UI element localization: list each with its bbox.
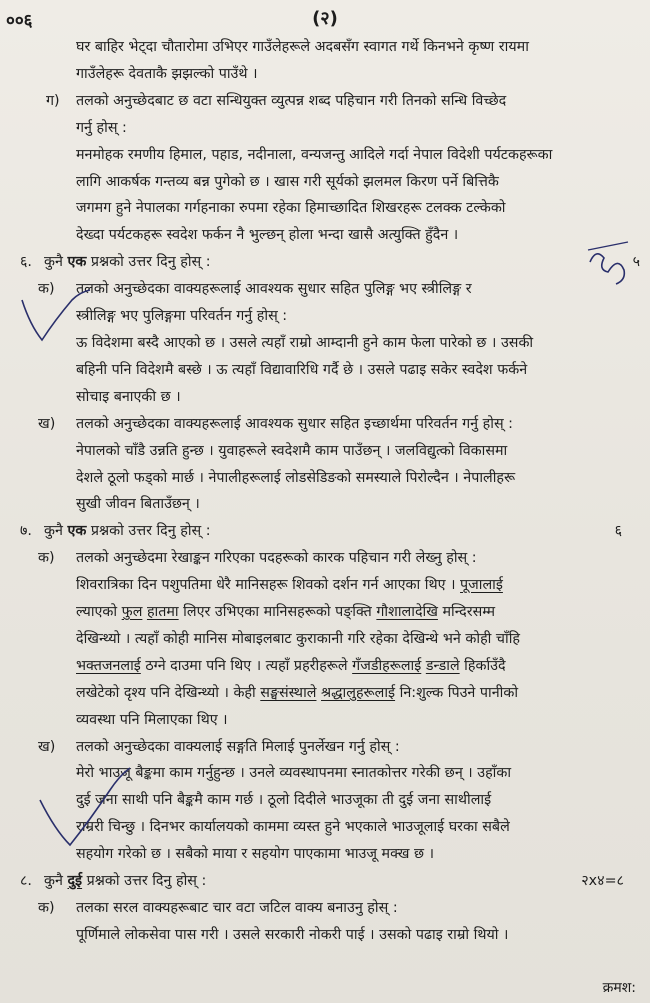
q7-kha-text: तलको अनुच्छेदका वाक्यलाई सङ्गति मिलाई पुनर्लेखन गर्नु होस् : [76,738,400,755]
q7-heading-post: प्रश्नको उत्तर दिनु होस् : [86,523,211,540]
q8-ka-instruction [8,895,642,922]
q8-heading-post: प्रश्नको उत्तर दिनु होस् : [82,873,207,890]
q8-marks: २x४=८ [581,873,624,890]
q6-kha-instruction [8,411,642,438]
q6-heading-bold: एक [67,254,87,271]
underlined-word: फुल [121,604,143,621]
underlined-word: पूजालाई [460,577,503,594]
underlined-word: गौशालादेखि [376,604,438,621]
q7-text: हिर्काउँदै [459,657,506,674]
q7-kha-instruction [8,734,642,761]
underlined-word: श्रद्धालुहरूलाई [321,684,396,701]
q6-ka-para-line: सोचाइ बनाएकी छ । [76,388,181,405]
q7-text: शिवरात्रिका दिन पशुपतिमा धेरै मानिसहरू शिवको दर्शन गर्न आएका थिए । [76,577,461,594]
q7-text: ल्याएको [76,604,122,621]
q6-kha-label: ख) [38,415,56,432]
q7-heading [8,518,642,545]
q7-heading-pre: कुनै [44,523,68,540]
underlined-word: भक्तजनलाई [76,657,141,674]
q-ga-instruction [8,88,642,115]
q6-kha-para-line: सुखी जीवन बिताउँछन् । [76,496,200,513]
intro-line-2: गाउँलेहरू देवताकै झझल्को पाउँथे । [76,65,258,82]
q7-text: लिएर उभिएका मानिसहरूको पङ्क्ति [178,604,377,621]
q6-marks: ५ [632,254,640,271]
q-ga-text-2: गर्नु होस् : [76,119,127,136]
question-content [8,34,642,949]
underlined-word: सङ्घसंस्थाले [260,684,317,701]
q7-kha-para-line: सहयोग गरेको छ । सबैको माया र सहयोग पाएकामा भाउजू मक्ख छ । [76,846,435,863]
q7-ka-label: क) [38,550,55,567]
q6-ka-label: क) [38,281,55,298]
q7-text: ठग्ने दाउमा पनि थिए । त्यहाँ प्रहरीहरूले [140,657,353,674]
q8-ka-text: तलका सरल वाक्यहरूबाट चार वटा जटिल वाक्य बनाउनु होस् : [76,900,398,916]
q8-heading-pre: कुनै [44,873,68,890]
q7-number: ७. [20,523,32,540]
q7-ka-para-line-4 [8,653,642,680]
q6-kha-text: तलको अनुच्छेदका वाक्यहरूलाई आवश्यक सुधार सहित इच्छार्थमा परिवर्तन गर्नु होस् : [76,415,513,432]
q6-number: ६. [20,254,32,271]
q-ga-para-line: लागि आकर्षक गन्तव्य बन्न पुगेको छ । खास गरी सूर्यको झलमल किरण पर्ने बित्तिकै [76,173,499,190]
underlined-word: डन्डाले [425,657,460,674]
q6-kha-para-line: नेपालको चाँडै उन्नति हुन्छ । युवाहरूले स्वदेशमै काम पाउँछन् । जलविद्युत्को विकासमा [76,442,508,459]
q8-heading [8,868,642,895]
q7-heading-bold: एक [67,523,87,540]
q6-ka-instruction [8,276,642,303]
q8-ka-para: पूर्णिमाले लोकसेवा पास गरी । उसले सरकारी नोकरी पाई । उसको पढाइ राम्रो थियो । [76,926,509,943]
q6-ka-text: तलको अनुच्छेदका वाक्यहरूलाई आवश्यक सुधार सहित पुलिङ्ग भए स्त्रीलिङ्ग र [76,281,472,298]
q-ga-label: ग) [46,92,60,109]
q7-kha-para-line: दुई जना साथी पनि बैङ्कमै काम गर्छ । ठूलो दिदीले भाउजूका ती दुई जना साथीलाई [76,792,492,809]
q-ga-para-line: देख्दा पर्यटकहरू स्वदेश फर्कन नै भुल्छन् होला भन्दा खासै अत्युक्ति हुँदैन । [76,227,459,244]
q-ga-text: तलको अनुच्छेदबाट छ वटा सन्धियुक्त व्युत्पन्न शब्द पहिचान गरी तिनको सन्धि विच्छेद [76,92,507,109]
q7-marks: ६ [614,523,622,540]
q6-ka-text-2: स्त्रीलिङ्ग भए पुलिङ्गमा परिवर्तन गर्नु होस् : [76,308,288,325]
q8-ka-label: क) [38,900,55,916]
q7-kha-para-line: मेरो भाउजू बैङ्कमा काम गर्नुहुन्छ । उनले व्यवस्थापनमा स्नातकोत्तर गरेकी छन् । उहाँका [76,765,512,782]
intro-line: घर बाहिर भेट्दा चौतारोमा उभिएर गाउँलेहरूले अदबसँग स्वागत गर्थे किनभने कृष्ण रायमा [76,39,529,55]
q7-ka-para-line-1 [8,572,642,599]
q7-ka-para-line-5 [8,680,642,707]
q-ga-para-line: मनमोहक रमणीय हिमाल, पहाड, नदीनाला, वन्यजन्तु आदिले गर्दा नेपाल विदेशी पर्यटकहरूका [76,146,553,163]
q6-ka-para-line: बहिनी पनि विदेशमै बस्छे । ऊ त्यहाँ विद्यावारिधि गर्दै छे । उसले पढाइ सकेर स्वदेश फर्कने [76,361,528,378]
q7-ka-para-line-2 [8,599,642,626]
underlined-word: हातमा [146,604,179,621]
underlined-word: गँजडीहरूलाई [352,657,422,674]
q6-kha-para-line: देशले ठूलो फड्को मार्छ । नेपालीहरूलाई लोडसेडिङको समस्याले पिरोल्दैन । नेपालीहरू [76,469,516,486]
q-ga-para-line: जगमग हुने नेपालका गर्गहनाका रुपमा रहेका हिमाच्छादित शिखरहरू टलक्क टल्केको [76,200,506,217]
q7-text: लखेटेको दृश्य पनि देखिन्थ्यो । केही [76,684,261,701]
q6-ka-para-line: ऊ विदेशमा बस्दै आएको छ । उसले त्यहाँ राम्रो आम्दानी हुने काम फेला पारेको छ । उसकी [76,334,534,351]
q6-heading-pre: कुनै [44,254,68,271]
q7-text: नि:शुल्क पिउने पानीको [395,684,519,701]
q7-kha-label: ख) [38,738,56,755]
page-code: ००६ [6,11,33,31]
q6-heading-post: प्रश्नको उत्तर दिनु होस् : [86,254,211,271]
q7-kha-para-line: राम्ररी चिन्छु । दिनभर कार्यालयको काममा व्यस्त हुने भएकाले भाउजूलाई घरका सबैले [76,819,510,836]
page-number: (२) [312,8,338,29]
q8-heading-bold: दुई [67,873,83,890]
page-header [6,8,644,34]
q7-ka-instruction [8,545,642,572]
q8-number: ८. [20,873,32,890]
q7-ka-text: तलको अनुच्छेदमा रेखाङ्कन गरिएका पदहरूको कारक पहिचान गरी लेख्नु होस् : [76,550,477,567]
q6-heading [8,249,642,276]
q7-ka-para-line-3: देखिन्थ्यो । त्यहाँ कोही मानिस मोबाइलबाट कुराकानी गरि रहेका देखिन्थे भने कोही चाँहि [76,630,520,647]
continued-label: क्रमश: [602,980,636,996]
q7-ka-para-line-6: व्यवस्था पनि मिलाएका थिए । [76,711,228,728]
q7-text: मन्दिरसम्म [437,604,496,621]
